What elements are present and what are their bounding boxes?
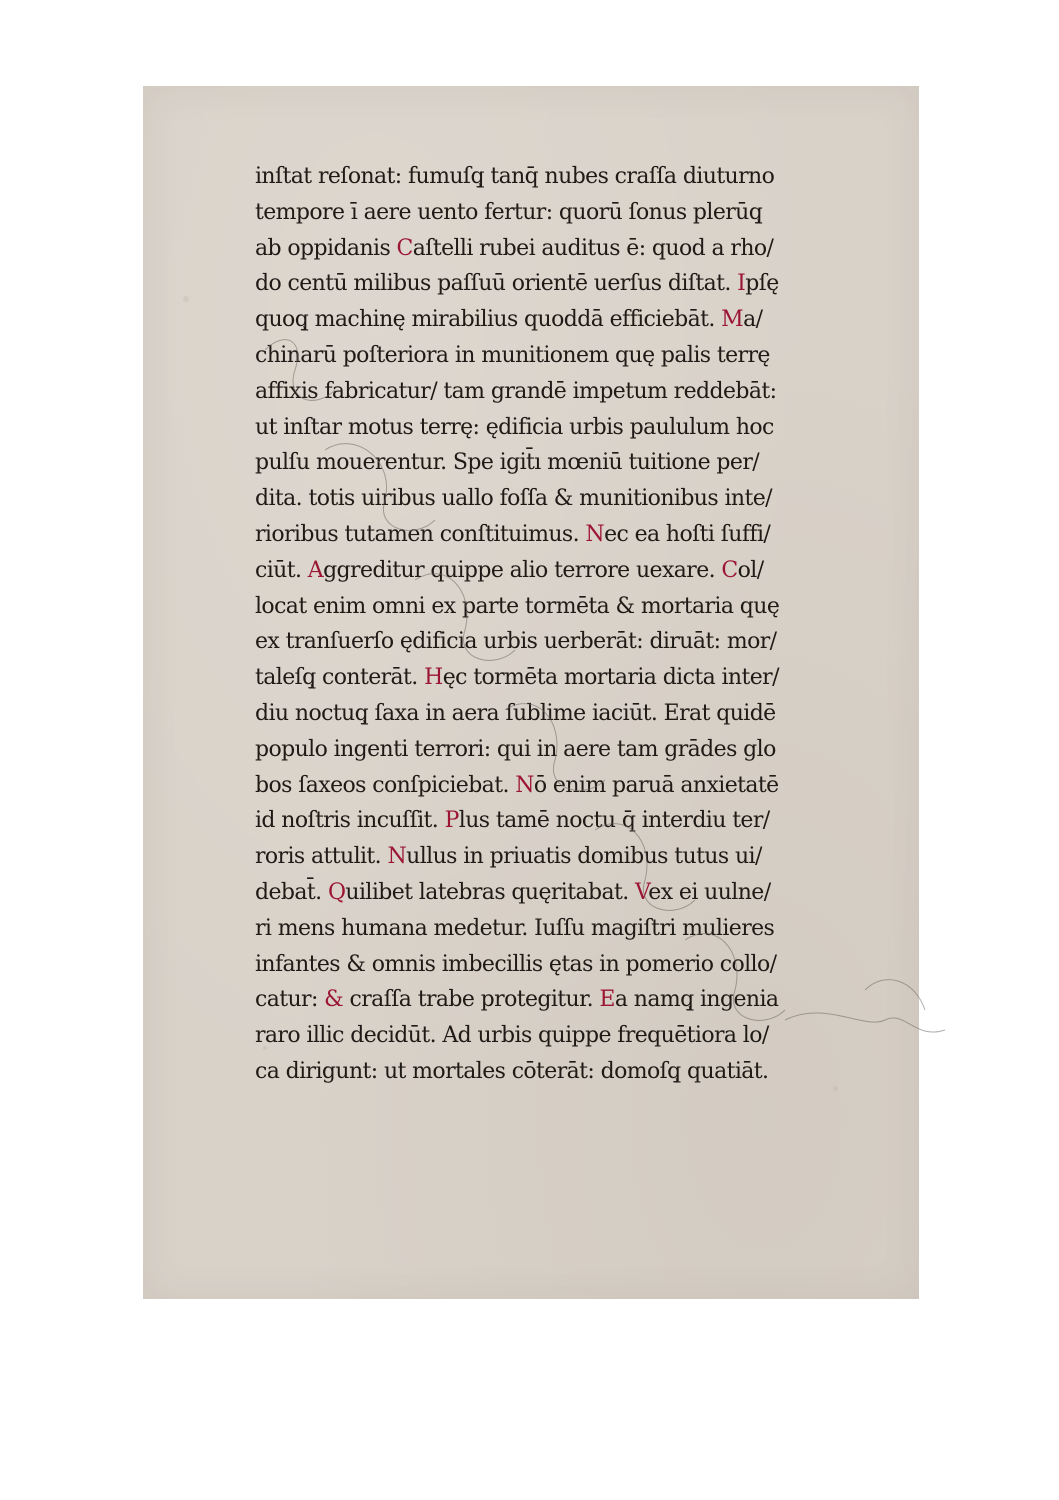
text-line: [255, 624, 850, 660]
text-line: [255, 410, 850, 446]
rubricated-initial: &: [324, 987, 344, 1013]
text-line: [255, 1054, 850, 1090]
text-line: [255, 159, 850, 195]
text-line: [255, 982, 850, 1018]
incunabula-text-block: [255, 159, 850, 1090]
text-line: [255, 302, 850, 338]
text-segment: chinarū poſteriora in munitionem quę palis terrę: [255, 342, 770, 368]
text-line: [255, 517, 850, 553]
text-segment: ec ea hoſti ſuffi/: [604, 521, 771, 547]
rubricated-initial: H: [424, 665, 443, 691]
text-segment: debat̄.: [255, 879, 328, 905]
text-line: [255, 732, 850, 768]
rubricated-initial: Q: [327, 879, 346, 905]
text-segment: ciūt.: [255, 557, 308, 583]
text-line: [255, 1018, 850, 1054]
rubricated-initial: C: [721, 557, 738, 583]
text-segment: id noſtris incuſſit.: [255, 808, 445, 834]
text-segment: bos ſaxeos conſpiciebat.: [255, 772, 516, 798]
rubricated-initial: I: [737, 271, 746, 297]
text-segment: rioribus tutamen conſtituimus.: [255, 521, 586, 547]
text-line: [255, 338, 850, 374]
text-line: [255, 374, 850, 410]
text-segment: lus tamē noctu q̄ interdiu ter/: [458, 808, 770, 834]
text-line: [255, 839, 850, 875]
text-line: [255, 445, 850, 481]
rubricated-initial: P: [444, 808, 459, 834]
rubricated-initial: N: [515, 772, 534, 798]
text-segment: infantes & omnis imbecillis ętas in pomerio collo/: [255, 951, 777, 977]
text-segment: ol/: [737, 557, 764, 583]
text-segment: ab oppidanis: [255, 235, 397, 261]
rubricated-initial: M: [721, 307, 744, 333]
text-segment: ex tranſuerſo ędificia urbis uerberāt: diruāt: mor/: [255, 629, 777, 655]
paper-foxing-spot: [183, 296, 189, 302]
text-segment: taleſq̧ conterāt.: [255, 665, 425, 691]
text-line: [255, 911, 850, 947]
book-page: [143, 86, 919, 1299]
rubricated-initial: V: [635, 879, 649, 905]
text-segment: pſę: [745, 271, 779, 297]
rubricated-initial: N: [585, 521, 605, 547]
text-line: [255, 266, 850, 302]
text-segment: raro illic decidūt. Ad urbis quippe frequētiora lo/: [255, 1023, 769, 1049]
text-line: [255, 231, 850, 267]
text-segment: ęc tormēta mortaria dicta inter/: [442, 665, 779, 691]
text-segment: roris attulit.: [255, 844, 388, 870]
text-segment: ut inſtar motus terrę: ędificia urbis paululum hoc: [255, 414, 774, 440]
text-segment: aſtelli rubei auditus ē: quod a rho/: [412, 235, 774, 261]
text-line: [255, 947, 850, 983]
text-segment: ō enim paruā anxietatē: [533, 772, 779, 798]
text-line: [255, 875, 850, 911]
text-segment: ullus in priuatis domibus tutus ui/: [406, 844, 762, 870]
rubricated-initial: C: [396, 235, 413, 261]
text-segment: ri mens humana medetur. Iuſſu magiſtri mulieres: [255, 915, 775, 941]
text-segment: quoq̧ machinę mirabilius quoddā efficiebāt.: [255, 307, 722, 333]
text-line: [255, 589, 850, 625]
text-segment: a/: [743, 307, 763, 333]
text-line: [255, 803, 850, 839]
text-line: [255, 195, 850, 231]
text-segment: ggreditur quippe alio terrore uexare.: [323, 557, 722, 583]
text-segment: tempore ī aere uento fertur: quorū ſonus plerūq̧: [255, 199, 763, 225]
text-line: [255, 660, 850, 696]
text-segment: pulſu mouerentur. Spe igit̄ı mœniū tuitione per/: [255, 450, 760, 476]
rubricated-initial: N: [387, 844, 407, 870]
text-segment: ca dirigunt: ut mortales cōterāt: domoſq̧ quatiāt.: [255, 1058, 769, 1084]
text-segment: ex ei uulne/: [648, 879, 771, 905]
text-line: [255, 768, 850, 804]
text-segment: do centū milibus paſſuū orientē uerſus diſtat.: [255, 271, 738, 297]
text-segment: uilibet latebras quęritabat.: [345, 879, 636, 905]
text-segment: affixis fabricatur/ tam grandē impetum reddebāt:: [255, 378, 777, 404]
text-segment: catur:: [255, 987, 325, 1013]
text-segment: dita. totis uiribus uallo foſſa & munitionibus inte/: [255, 486, 772, 512]
text-segment: craſſa trabe protegitur.: [343, 987, 600, 1013]
rubricated-initial: E: [599, 987, 615, 1013]
text-line: [255, 481, 850, 517]
text-segment: inſtat reſonat: fumuſq̧ tanq̄ nubes craſſa diuturno: [255, 164, 775, 189]
text-line: [255, 696, 850, 732]
rubricated-initial: A: [307, 557, 324, 583]
text-segment: locat enim omni ex parte tormēta & mortaria quę: [255, 593, 780, 619]
text-line: [255, 553, 850, 589]
text-segment: populo ingenti terrori: qui in aere tam grādes glo: [255, 736, 776, 762]
text-segment: a namq̧ ingenia: [614, 987, 779, 1013]
text-segment: diu noctuq̧ ſaxa in aera ſublime iaciūt. Erat quidē: [255, 700, 776, 726]
